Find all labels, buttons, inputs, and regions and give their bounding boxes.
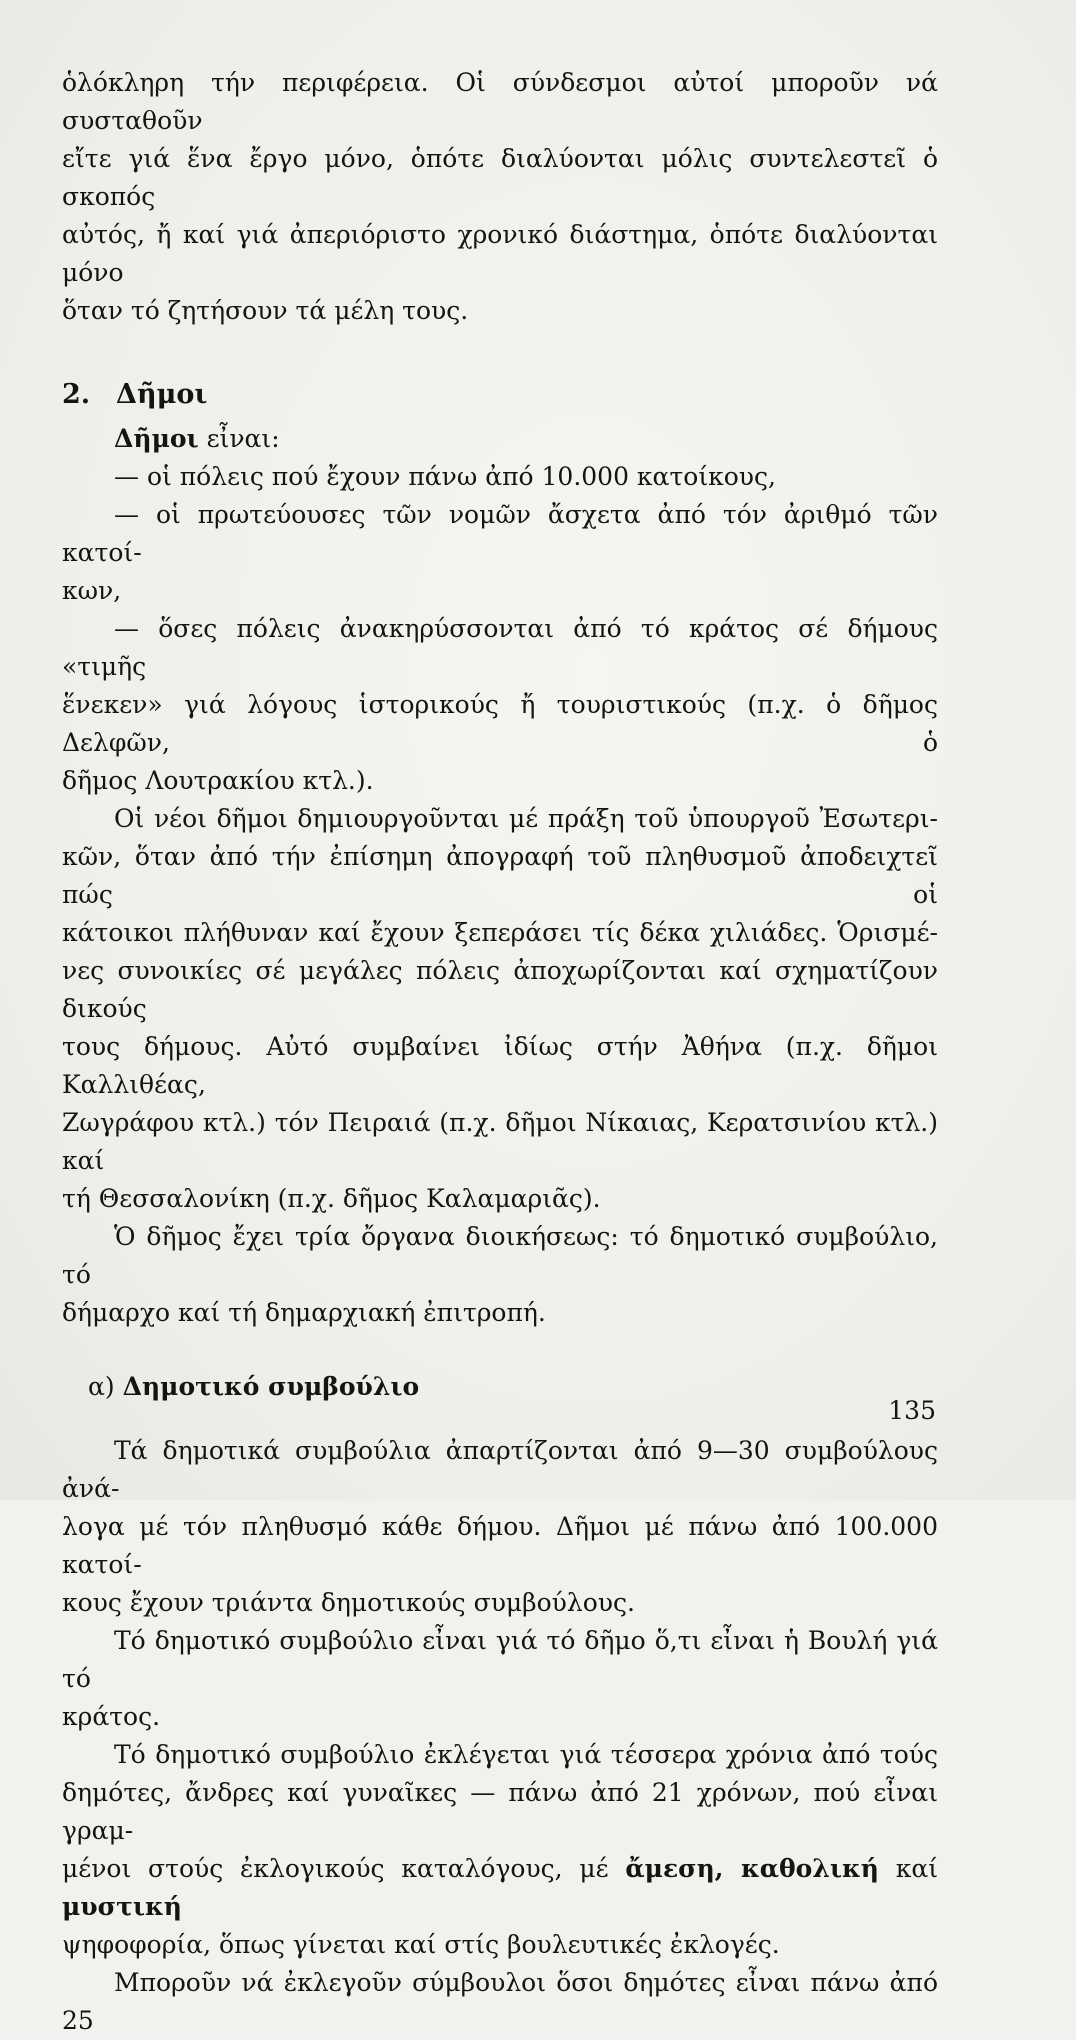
text-line: Ζωγράφου κτλ.) τόν Πειραιά (π.χ. δῆμοι Νίκαιας, Κερατσινίου κτλ.) καί <box>62 1108 938 1175</box>
bold-term: ἄμεση, καθολική <box>625 1854 879 1883</box>
text-line: νες συνοικίες σέ μεγάλες πόλεις ἀποχωρίζονται καί σχηματίζουν δικούς <box>62 956 938 1023</box>
page-number: 135 <box>888 1396 936 1425</box>
text-line <box>62 1850 938 1926</box>
list-item: — οἱ πρωτεύουσες τῶν νομῶν ἄσχετα ἀπό τόν ἀριθμό τῶν κατοί- <box>62 500 938 567</box>
paragraph-line: Ὁ δῆμος ἔχει τρία ὄργανα διοικήσεως: τό δημοτικό συμβούλιο, τό <box>62 1222 938 1289</box>
text-span: καί <box>878 1854 938 1883</box>
list-item: — ὅσες πόλεις ἀνακηρύσσονται ἀπό τό κράτος σέ δήμους «τιμῆς <box>62 614 938 681</box>
intro-rest: εἶναι: <box>198 424 280 453</box>
text-line: δήμαρχο καί τή δημαρχιακή ἐπιτροπή. <box>62 1298 546 1327</box>
text-line: ὁλόκληρη τήν περιφέρεια. Οἱ σύνδεσμοι αὐτοί μποροῦν νά συσταθοῦν <box>62 68 938 135</box>
text-line: ὅταν τό ζητήσουν τά μέλη τους. <box>62 296 469 325</box>
text-line: αὐτός, ἤ καί γιά ἀπεριόριστο χρονικό διάστημα, ὁπότε διαλύονται μόνο <box>62 220 938 287</box>
subsection-heading <box>88 1368 938 1406</box>
paragraph-line: Τό δημοτικό συμβούλιο ἐκλέγεται γιά τέσσερα χρόνια ἀπό τούς <box>114 1740 938 1769</box>
paragraph-line: Μποροῦν νά ἐκλεγοῦν σύμβουλοι ὅσοι δημότες εἶναι πάνω ἀπό 25 <box>62 1968 938 2035</box>
paragraph-line: Οἱ νέοι δῆμοι δημιουργοῦνται μέ πράξη τοῦ ὑπουργοῦ Ἐσωτερι- <box>114 804 938 833</box>
text-line: ἕνεκεν» γιά λόγους ἱστορικούς ἤ τουριστικούς (π.χ. ὁ δῆμος Δελφῶν, ὁ <box>62 690 938 757</box>
bold-term: μυστική <box>62 1892 182 1921</box>
text-line: κους ἔχουν τριάντα δημοτικούς συμβούλους. <box>62 1588 635 1617</box>
subsection-label: α) <box>88 1372 115 1401</box>
text-line: κράτος. <box>62 1702 161 1731</box>
page-body <box>62 64 938 2040</box>
section-number: 2. <box>62 379 91 410</box>
text-line: δῆμος Λουτρακίου κτλ.). <box>62 766 374 795</box>
text-line: κῶν, ὅταν ἀπό τήν ἐπίσημη ἀπογραφή τοῦ πληθυσμοῦ ἀποδειχτεῖ πώς οἱ <box>62 842 938 909</box>
intro-bold-term: Δῆμοι <box>114 424 199 453</box>
text-line: τους δήμους. Αὐτό συμβαίνει ἰδίως στήν Ἀθήνα (π.χ. δῆμοι Καλλιθέας, <box>62 1032 938 1099</box>
paragraph-line: Τό δημοτικό συμβούλιο εἶναι γιά τό δῆμο ὅ,τι εἶναι ἡ Βουλή γιά τό <box>62 1626 938 1693</box>
text-line: κων, <box>62 576 122 605</box>
section-title: Δῆμοι <box>116 379 208 410</box>
paragraph-line: Τά δημοτικά συμβούλια ἀπαρτίζονται ἀπό 9—30 συμβούλους ἀνά- <box>62 1436 938 1503</box>
subsection-title: Δημοτικό συμβούλιο <box>122 1372 420 1401</box>
text-line: ψηφοφορία, ὅπως γίνεται καί στίς βουλευτικές ἐκλογές. <box>62 1930 780 1959</box>
text-line: εἴτε γιά ἕνα ἔργο μόνο, ὁπότε διαλύονται μόλις συντελεστεῖ ὁ σκοπός <box>62 144 938 211</box>
intro-line <box>62 420 938 458</box>
list-item: — οἱ πόλεις πού ἔχουν πάνω ἀπό 10.000 κατοίκους, <box>114 462 776 491</box>
text-line: λογα μέ τόν πληθυσμό κάθε δήμου. Δῆμοι μέ πάνω ἀπό 100.000 κατοί- <box>62 1512 938 1579</box>
text-line: κάτοικοι πλήθυναν καί ἔχουν ξεπεράσει τίς δέκα χιλιάδες. Ὁρισμέ- <box>62 918 938 947</box>
text-line: τή Θεσσαλονίκη (π.χ. δῆμος Καλαμαριᾶς). <box>62 1184 601 1213</box>
section-heading <box>62 376 938 414</box>
text-span: μένοι στούς ἐκλογικούς καταλόγους, μέ <box>62 1854 626 1883</box>
text-line: δημότες, ἄνδρες καί γυναῖκες — πάνω ἀπό 21 χρόνων, πού εἶναι γραμ- <box>62 1778 938 1845</box>
